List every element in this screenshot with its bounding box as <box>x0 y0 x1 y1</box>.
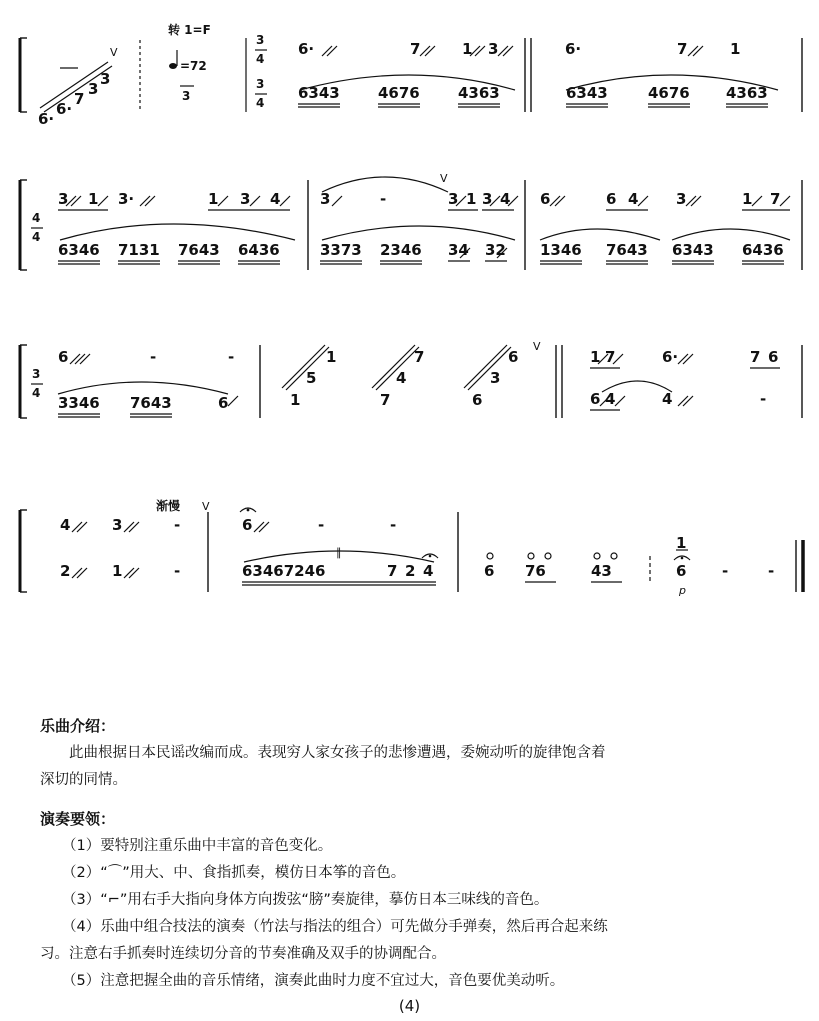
rest-dash: - <box>174 562 181 580</box>
note-group: 4363 <box>458 84 500 102</box>
note: 1 <box>590 348 601 366</box>
time-signature-denominator: 4 <box>256 52 265 66</box>
note: 6 <box>590 390 601 408</box>
note: 1 <box>676 534 687 552</box>
note: 3 <box>100 70 111 88</box>
note-group: 43 <box>591 562 612 580</box>
note-group: 3346 <box>58 394 100 412</box>
note: 6· <box>298 40 315 58</box>
note: 5 <box>306 369 317 387</box>
note: 3 <box>676 190 687 208</box>
note: 4 <box>628 190 639 208</box>
note: 2 <box>405 562 416 580</box>
note: 1 <box>326 348 337 366</box>
note-group: 6343 <box>672 241 714 259</box>
note: 3 <box>448 190 459 208</box>
note: 6 <box>606 190 617 208</box>
breath-mark: V <box>440 172 448 185</box>
note: 1 <box>208 190 219 208</box>
note: 4 <box>60 516 71 534</box>
note-group: 4676 <box>648 84 690 102</box>
note-group: 34 <box>448 241 469 259</box>
note: 6 <box>58 348 69 366</box>
note: 4 <box>396 369 407 387</box>
note: 6 <box>484 562 495 580</box>
intro-text-line: 深切的同情。 <box>40 772 127 788</box>
rest-dash: - <box>760 390 767 408</box>
note-group: 7643 <box>606 241 648 259</box>
note: 6 <box>540 190 551 208</box>
note: 3 <box>482 190 493 208</box>
note: 7 <box>380 391 391 409</box>
score-system-4 <box>20 498 803 597</box>
breath-mark: V <box>202 500 210 513</box>
note: 1 <box>88 190 99 208</box>
time-signature-numerator: 3 <box>32 367 41 381</box>
dynamic-marking: p <box>679 584 686 597</box>
note-group: 6343 <box>566 84 608 102</box>
rest-dash: - <box>174 516 181 534</box>
tips-section <box>40 806 608 995</box>
time-signature-numerator: 3 <box>256 33 265 47</box>
note-group: 6346 <box>58 241 100 259</box>
note: 4 <box>270 190 281 208</box>
note: 7 <box>410 40 421 58</box>
note: 3· <box>118 190 135 208</box>
note: 6 <box>242 516 253 534</box>
time-signature-denominator: 4 <box>256 96 265 110</box>
intro-heading: 乐曲介绍： <box>40 717 116 735</box>
note: 3 <box>320 190 331 208</box>
slide-ornament: 3 <box>182 89 191 103</box>
note: 6· <box>38 110 55 128</box>
note: 6· <box>662 348 679 366</box>
note-group: 7131 <box>118 241 160 259</box>
note-group: 4363 <box>726 84 768 102</box>
intro-text-line: 此曲根据日本民谣改编而成。表现穷人家女孩子的悲惨遭遇，委婉动听的旋律饱含着 <box>69 745 606 761</box>
note: 7 <box>605 348 616 366</box>
breath-mark: V <box>110 46 118 59</box>
note-group: 3373 <box>320 241 362 259</box>
note: 1 <box>290 391 301 409</box>
note-group: 32 <box>485 241 506 259</box>
rest-dash: - <box>390 516 397 534</box>
note-group: 2346 <box>380 241 422 259</box>
note: 7 <box>750 348 761 366</box>
tempo-marking: =72 <box>180 59 207 73</box>
rest-dash: - <box>150 348 157 366</box>
note: 6· <box>565 40 582 58</box>
svg-text:∥: ∥ <box>336 546 342 559</box>
score-system-2 <box>20 172 802 270</box>
note: 7 <box>74 90 85 108</box>
note: 3 <box>240 190 251 208</box>
note: 6 <box>508 348 519 366</box>
note-group: 7643 <box>178 241 220 259</box>
score-system-3 <box>20 340 802 418</box>
note: 6 <box>218 394 229 412</box>
time-signature-numerator: 4 <box>32 211 41 225</box>
page-number: (4) <box>398 997 421 1015</box>
breath-mark: V <box>533 340 541 353</box>
ritardando-marking: 渐慢 <box>156 499 181 513</box>
tips-heading: 演奏要领： <box>40 810 116 828</box>
tips-item: （2）“⌒”用大、中、食指抓奏，模仿日本筝的音色。 <box>62 865 406 881</box>
note-group: 6343 <box>298 84 340 102</box>
key-change: 转 1=F <box>168 23 211 37</box>
rest-dash: - <box>318 516 325 534</box>
note: 3 <box>112 516 123 534</box>
rest-dash: - <box>768 562 775 580</box>
note: 7 <box>387 562 398 580</box>
note: 3 <box>58 190 69 208</box>
note-group: 7643 <box>130 394 172 412</box>
tips-item: （4）乐曲中组合技法的演奏（竹法与指法的组合）可先做分手弹奏，然后再合起来练 <box>62 919 608 935</box>
time-signature-numerator: 3 <box>256 77 265 91</box>
note: 7 <box>770 190 781 208</box>
note: 6· <box>56 100 73 118</box>
note: 1 <box>466 190 477 208</box>
note: 4 <box>605 390 616 408</box>
note-group: 6436 <box>238 241 280 259</box>
note: 3 <box>88 80 99 98</box>
note: 3 <box>488 40 499 58</box>
note: 2 <box>60 562 71 580</box>
note: 7 <box>677 40 688 58</box>
note-group: 1346 <box>540 241 582 259</box>
note-group: 76 <box>525 562 546 580</box>
note: 4 <box>423 562 434 580</box>
note-group: 63467246 <box>242 562 326 580</box>
time-signature-denominator: 4 <box>32 386 41 400</box>
note: 1 <box>462 40 473 58</box>
tips-item: 习。注意右手抓奏时连续切分音的节奏准确及双手的协调配合。 <box>40 946 446 962</box>
note: 6 <box>472 391 483 409</box>
note: 7 <box>414 348 425 366</box>
note-group: 6436 <box>742 241 784 259</box>
note: - <box>380 190 387 208</box>
rest-dash: - <box>722 562 729 580</box>
time-signature-denominator: 4 <box>32 230 41 244</box>
tips-item: （3）“⌐”用右手大指向身体方向拨弦“膀”奏旋律，摹仿日本三味线的音色。 <box>62 892 549 908</box>
intro-section <box>40 713 606 794</box>
note: 4 <box>662 390 673 408</box>
score-system-1 <box>20 22 802 128</box>
tips-item: （5）注意把握全曲的音乐情绪，演奏此曲时力度不宜过大，音色要优美动听。 <box>62 973 565 989</box>
tips-item: （1）要特别注重乐曲中丰富的音色变化。 <box>62 838 333 854</box>
note: 6 <box>768 348 779 366</box>
note: 6 <box>676 562 687 580</box>
note: 1 <box>730 40 741 58</box>
note-group: 4676 <box>378 84 420 102</box>
harmonic-notes <box>487 553 617 559</box>
note: 1 <box>112 562 123 580</box>
note: 4 <box>500 190 511 208</box>
note: 1 <box>742 190 753 208</box>
note: 3 <box>490 369 501 387</box>
rest-dash: - <box>228 348 235 366</box>
